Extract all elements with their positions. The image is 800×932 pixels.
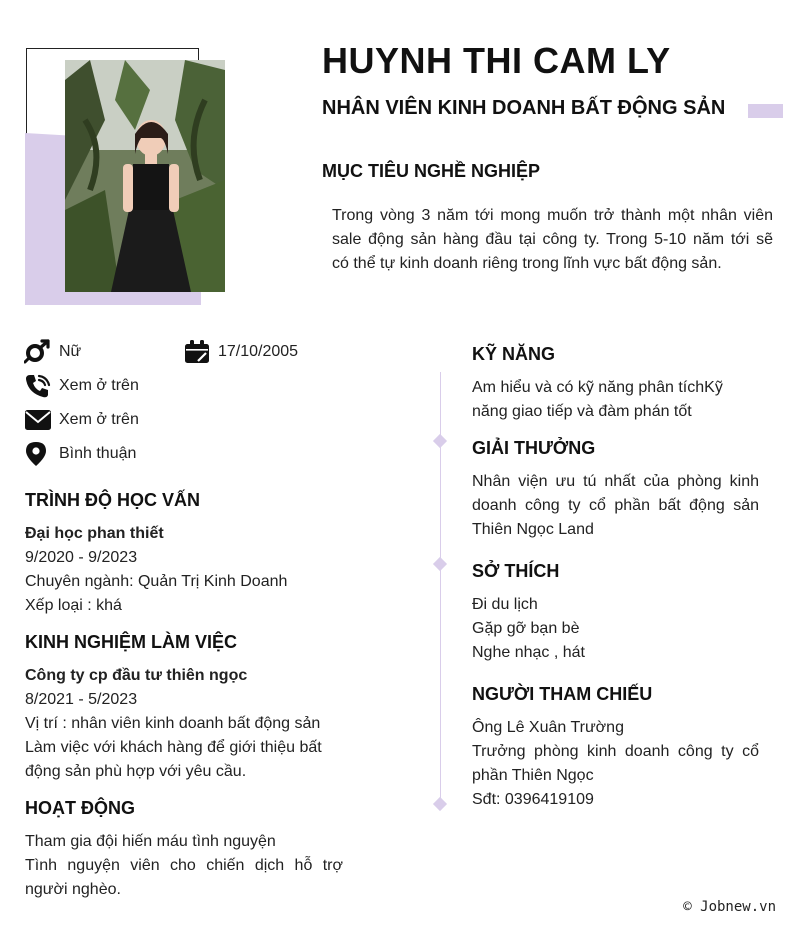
activities-block [25,830,343,902]
hobbies-block [472,593,762,665]
education-period: 9/2020 - 9/2023 [25,549,138,566]
email-icon [24,407,52,433]
education-school: Đại học phan thiết [25,525,164,542]
awards-line: doanh công ty cổ phần bất động sản [472,497,759,514]
phone-value: Xem ở trên [59,377,139,394]
title-accent-bar [748,104,783,118]
gender-icon [24,339,52,365]
activities-line: Tham gia đội hiến máu tình nguyện [25,833,276,850]
address-row [24,441,136,467]
calendar-icon [183,339,211,365]
references-line: Ông Lê Xuân Trường [472,719,624,736]
references-line: phần Thiên Ngọc [472,767,594,784]
skills-line: Am hiểu và có kỹ năng phân tíchKỹ [472,379,723,396]
location-icon [24,441,52,467]
candidate-name: HUYNH THI CAM LY [322,40,671,81]
awards-line: Nhân viện ưu tú nhất của phòng kinh [472,473,759,490]
phone-icon [24,373,52,399]
job-title: NHÂN VIÊN KINH DOANH BẤT ĐỘNG SẢN [322,97,726,119]
objective-line: có thể tự kinh doanh riêng trong lĩnh vực bất động sản. [332,255,722,272]
awards-heading: GIẢI THƯỞNG [472,438,596,458]
objective-line: sale động sản hàng đầu tại công ty. Trong 5-10 năm tới sẽ [332,231,773,248]
references-line: Sđt: 0396419109 [472,791,594,808]
footer-credit: © Jobnew.vn [683,899,776,915]
objective-heading: MỤC TIÊU NGHỀ NGHIỆP [322,161,541,181]
hobbies-heading: SỞ THÍCH [472,561,560,581]
experience-period: 8/2021 - 5/2023 [25,691,138,708]
gender-value: Nữ [59,343,82,360]
birthday-row [183,339,298,365]
birthday-value: 17/10/2005 [218,343,299,360]
activities-heading: HOẠT ĐỘNG [25,798,135,818]
education-heading: TRÌNH ĐỘ HỌC VẤN [25,490,200,510]
profile-photo [65,60,225,292]
skills-block [472,376,762,424]
education-major: Chuyên ngành: Quản Trị Kinh Doanh [25,573,288,590]
objective-text [332,204,773,276]
hobbies-line: Nghe nhạc , hát [472,644,585,661]
awards-line: Thiên Ngọc Land [472,521,594,538]
awards-block [472,470,759,542]
experience-heading: KINH NGHIỆM LÀM VIỆC [25,632,238,652]
references-heading: NGƯỜI THAM CHIẾU [472,684,653,704]
education-block [25,522,355,618]
email-row [24,407,139,433]
experience-line: Làm việc với khách hàng để giới thiệu bất [25,739,322,756]
objective-line: Trong vòng 3 năm tới mong muốn trở thành một nhân viên [332,207,773,224]
experience-block [25,664,355,784]
email-value: Xem ở trên [59,411,139,428]
skills-heading: KỸ NĂNG [472,344,556,364]
references-line: Trưởng phòng kinh doanh công ty cổ [472,743,759,760]
timeline-marker [433,434,447,448]
hobbies-line: Đi du lịch [472,596,538,613]
gender-row [24,339,81,365]
skills-line: năng giao tiếp và đàm phán tốt [472,403,692,420]
timeline-marker [433,797,447,811]
activities-line: người nghèo. [25,881,121,898]
education-rank: Xếp loại : khá [25,597,122,614]
experience-line: động sản phù hợp với yêu cầu. [25,763,247,780]
address-value: Bình thuận [59,445,137,462]
activities-line: Tình nguyện viên cho chiến dịch hỗ trợ [25,857,343,874]
phone-row [24,373,139,399]
experience-company: Công ty cp đầu tư thiên ngọc [25,667,248,684]
experience-line: Vị trí : nhân viên kinh doanh bất động sản [25,715,321,732]
hobbies-line: Gặp gỡ bạn bè [472,620,580,637]
timeline-marker [433,557,447,571]
references-block [472,716,759,812]
